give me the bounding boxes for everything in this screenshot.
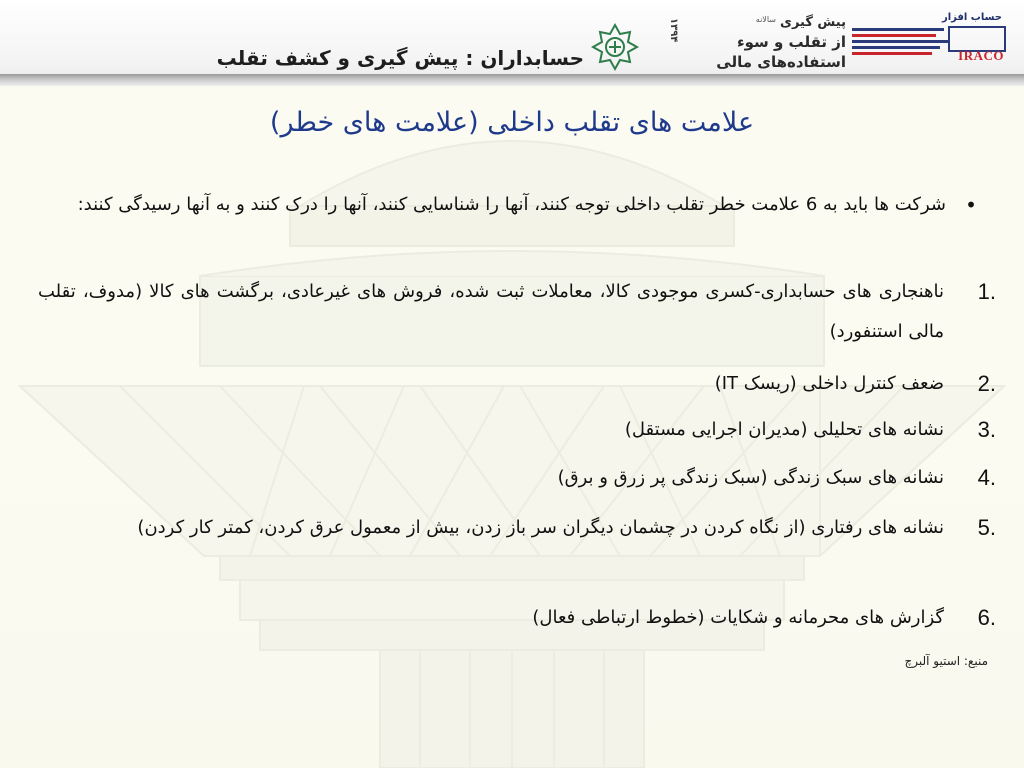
iraco-caption: حساب افزار	[941, 12, 1002, 23]
item-number: 3.	[977, 417, 996, 442]
item-number: 6.	[977, 605, 996, 630]
item-text: ضعف کنترل داخلی (ریسک IT)	[714, 373, 944, 394]
list-item-5	[38, 508, 996, 548]
campaign-line-3: استفاده‌های مالی	[716, 53, 846, 71]
list-item-6	[38, 598, 996, 638]
item-text: ناهنجاری های حسابداری-کسری موجودی کالا، معاملات ثبت شده، فروش های غیرعادی، برگشت های کالا (مدوف، تقلب مالی استنفورد)	[38, 281, 944, 342]
campaign-line-2: از تقلب و سوء	[736, 33, 846, 51]
intro-paragraph	[38, 186, 982, 224]
list-item-2	[38, 364, 996, 404]
item-number: 2.	[977, 371, 996, 396]
item-number: 1.	[977, 279, 996, 304]
slide-title: علامت های تقلب داخلی (علامت های خطر)	[269, 107, 755, 138]
list-item-3	[38, 410, 996, 450]
header-subtitle: حسابداران : پیش گیری و کشف تقلب	[216, 46, 584, 70]
iraco-logo	[848, 12, 1010, 68]
intro-text: شرکت ها باید به 6 علامت خطر تقلب داخلی توجه کنند، آنها را شناسایی کنند، آنها را درک کنند و به آنها رسیدگی کنند:	[77, 194, 946, 215]
bullet-icon: •	[965, 193, 977, 217]
list-item-4	[38, 458, 996, 498]
campaign-small-text: سالانه	[755, 15, 776, 24]
item-text: نشانه های تحلیلی (مدیران اجرایی مستقل)	[624, 419, 944, 440]
item-number: 4.	[977, 465, 996, 490]
source-citation: منبع: استیو آلبرچ	[904, 654, 988, 668]
item-text: گزارش های محرمانه و شکایات (خطوط ارتباطی فعال)	[532, 607, 944, 628]
item-number: 5.	[977, 515, 996, 540]
tehran-municipality-seal-icon	[590, 22, 640, 72]
iraco-stripes	[852, 28, 952, 58]
item-text: نشانه های سبک زندگی (سبک زندگی پر زرق و برق)	[557, 467, 944, 488]
list-item-1	[38, 272, 996, 352]
campaign-line-1: پیش گیری	[780, 15, 846, 30]
iraco-wordmark: IRACO	[958, 48, 1004, 63]
fraud-prevention-campaign-logo	[668, 14, 846, 72]
campaign-year: ۱۳۹۴	[668, 18, 679, 43]
item-text: نشانه های رفتاری (از نگاه کردن در چشمان دیگران سر باز زدن، بیش از معمول عرق کردن، کمتر کار کردن)	[137, 517, 944, 538]
